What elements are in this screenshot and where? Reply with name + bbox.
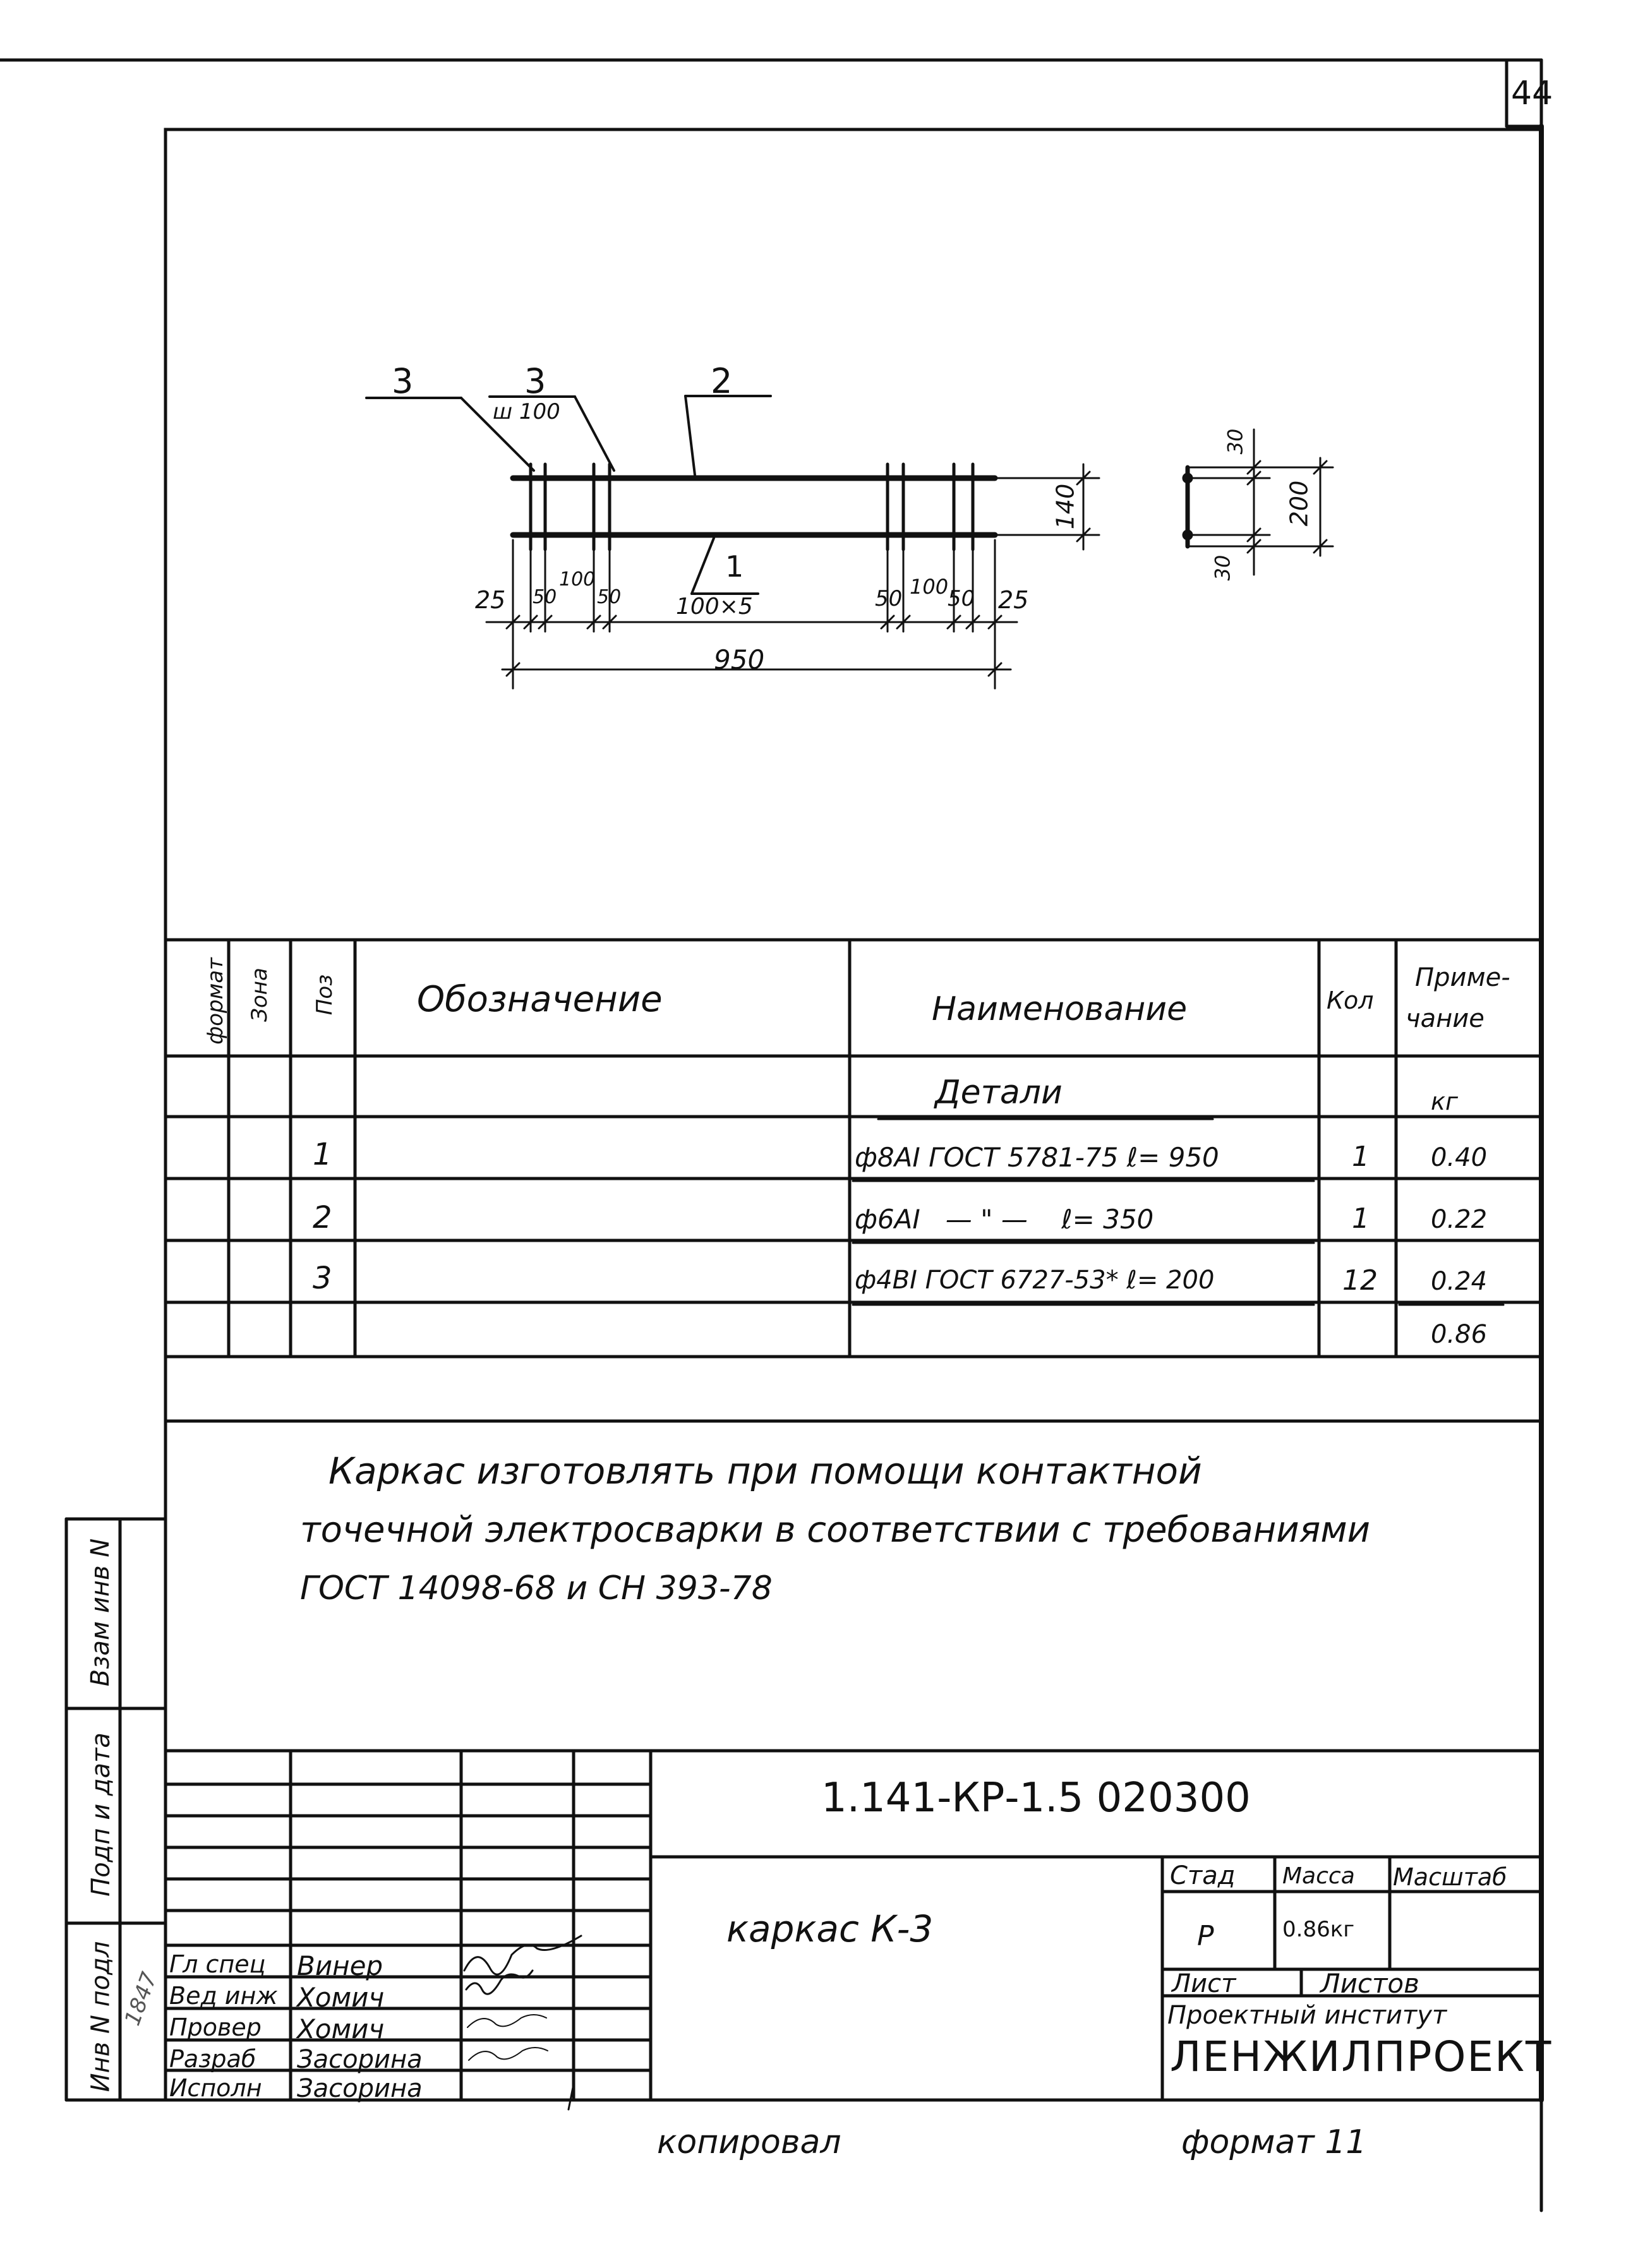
- header-name: Наименование: [932, 990, 1188, 1028]
- callout-left-pos: 3: [392, 361, 414, 401]
- row-2-qty: 1: [1352, 1203, 1370, 1235]
- callout-mid-spacing: ш 100: [493, 399, 560, 424]
- section-dim-bottom: 30: [1210, 555, 1235, 581]
- header-format: формат: [202, 957, 228, 1045]
- callout-top-pos: 2: [711, 361, 733, 401]
- row-1-pos: 1: [313, 1137, 332, 1172]
- header-stage: Стад: [1170, 1861, 1236, 1890]
- role-3: Провер: [169, 2013, 262, 2041]
- sheets-label: Листов: [1320, 1968, 1419, 1999]
- header-mass: Масса: [1282, 1863, 1355, 1889]
- stamp-inv: Инв N подл: [86, 1941, 116, 2092]
- name-3: Хомич: [297, 2013, 385, 2044]
- stamp-vzam: Взам инв N: [86, 1538, 116, 1687]
- callout-mid-pos: 3: [524, 361, 546, 401]
- footer-copied: копировал: [657, 2123, 841, 2161]
- mass-value: 0.86кг: [1282, 1917, 1355, 1942]
- dim-50-b: 50: [597, 586, 622, 608]
- stamp-podp: Подп и дата: [86, 1732, 116, 1897]
- row-2-pos: 2: [313, 1200, 332, 1235]
- callout-bottom-pos: 1: [725, 549, 744, 584]
- row-1-qty: 1: [1352, 1141, 1370, 1173]
- dim-25-left: 25: [475, 586, 506, 614]
- drawing-code: 1.141-КР-1.5 020300: [821, 1775, 1251, 1821]
- dim-50-c: 50: [875, 586, 903, 611]
- dim-50-a: 50: [533, 586, 557, 608]
- role-5: Исполн: [169, 2074, 262, 2102]
- row-1-note: 0.40: [1431, 1143, 1488, 1172]
- name-2: Хомич: [297, 1982, 385, 2013]
- dim-100-b: 100: [910, 575, 949, 599]
- dim-25-right: 25: [998, 586, 1029, 614]
- role-2: Вед инж: [169, 1982, 278, 2010]
- stamp-inv-number: 1847: [119, 1969, 162, 2029]
- section-dim-height: 200: [1285, 480, 1313, 527]
- row-3-pos: 3: [313, 1261, 332, 1296]
- unit-label: кг: [1431, 1088, 1458, 1115]
- institute-label: Проектный институт: [1167, 2001, 1447, 2030]
- header-zone: Зона: [246, 968, 272, 1022]
- stage-value: Р: [1197, 1920, 1214, 1952]
- sheet-label: Лист: [1172, 1969, 1236, 1998]
- header-qty: Кол: [1327, 987, 1374, 1014]
- header-designation: Обозначение: [417, 979, 663, 1020]
- role-1: Гл спец: [169, 1950, 266, 1978]
- header-note-line1: Приме-: [1415, 963, 1510, 992]
- org-name: ЛЕНЖИЛПРОЕКТ: [1170, 2032, 1553, 2081]
- dim-100-a: 100: [559, 568, 596, 591]
- dim-height: 140: [1051, 483, 1080, 530]
- section-title: Детали: [935, 1074, 1063, 1112]
- header-note-line2: чание: [1406, 1004, 1484, 1033]
- header-pos: Поз: [312, 974, 338, 1016]
- row-2-name: ф6АI — " — ℓ= 350: [855, 1204, 1154, 1235]
- callout-bottom-size: 100×5: [676, 594, 753, 620]
- row-1-name: ф8АI ГОСТ 5781-75 ℓ= 950: [855, 1142, 1219, 1173]
- section-dim-top: 30: [1223, 428, 1248, 455]
- note-line-2: точечной электросварки в соответствии с требованиями: [300, 1509, 1370, 1551]
- note-line-3: ГОСТ 14098-68 и СН 393-78: [300, 1569, 773, 1607]
- item-name: каркас К-3: [726, 1907, 934, 1950]
- row-3-name: ф4ВI ГОСТ 6727-53* ℓ= 200: [855, 1266, 1215, 1295]
- role-4: Разраб: [169, 2045, 256, 2073]
- note-line-1: Каркас изготовлять при помощи контактной: [328, 1449, 1202, 1492]
- name-1: Винер: [297, 1950, 383, 1981]
- dim-total: 950: [714, 644, 765, 675]
- header-scale: Масштаб: [1393, 1863, 1507, 1891]
- row-2-note: 0.22: [1431, 1205, 1488, 1234]
- dim-50-d: 50: [948, 586, 975, 611]
- name-5: Засорина: [297, 2074, 423, 2103]
- footer-format: формат 11: [1181, 2123, 1367, 2161]
- name-4: Засорина: [297, 2045, 423, 2074]
- row-3-note: 0.24: [1431, 1267, 1488, 1296]
- total-weight: 0.86: [1431, 1320, 1488, 1349]
- sheet-number: 44: [1511, 75, 1553, 112]
- row-3-qty: 12: [1342, 1264, 1378, 1297]
